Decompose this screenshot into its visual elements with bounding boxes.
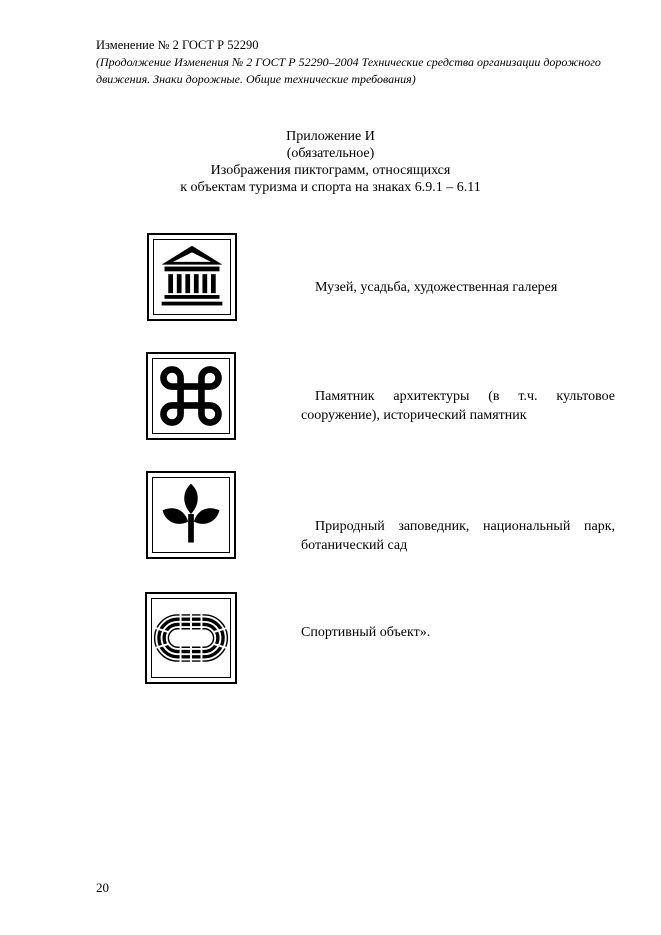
header-subtitle: (Продолжение Изменения № 2 ГОСТ Р 52290–2004 Технические средства организации дорожного движения. Знаки дорожные. Общие технические требования) xyxy=(96,55,601,86)
nature-reserve-pictogram xyxy=(146,471,236,559)
nature-reserve-icon-frame xyxy=(152,477,230,553)
museum-icon xyxy=(154,240,230,314)
museum-icon-frame xyxy=(153,239,231,315)
monument-description: Памятник архитектуры (в т.ч. культовое сооружение), исторический памятник xyxy=(301,389,615,423)
stadium-description: Спортивный объект». xyxy=(301,625,431,640)
monument-pictogram xyxy=(146,352,236,440)
header-title: Изменение № 2 ГОСТ Р 52290 xyxy=(96,38,259,52)
museum-pictogram xyxy=(147,233,237,321)
monument-icon-frame xyxy=(152,358,230,434)
appendix-caption-line2: к объектам туризма и спорта на знаках 6.9.1 – 6.11 xyxy=(180,180,481,195)
nature-reserve-description: Природный заповедник, национальный парк, ботанический сад xyxy=(301,519,615,553)
page-number: 20 xyxy=(96,880,109,895)
stadium-icon xyxy=(152,599,230,677)
museum-description: Музей, усадьба, художественная галерея xyxy=(315,280,558,295)
monument-icon xyxy=(153,359,229,433)
stadium-icon-frame xyxy=(151,598,231,678)
stadium-pictogram xyxy=(145,592,237,684)
appendix-caption-line1: Изображения пиктограмм, относящихся xyxy=(210,163,451,178)
appendix-status: (обязательное) xyxy=(286,146,375,161)
appendix-title: Приложение И xyxy=(286,129,375,144)
appendix-heading xyxy=(0,128,661,196)
nature-reserve-icon xyxy=(153,478,229,552)
